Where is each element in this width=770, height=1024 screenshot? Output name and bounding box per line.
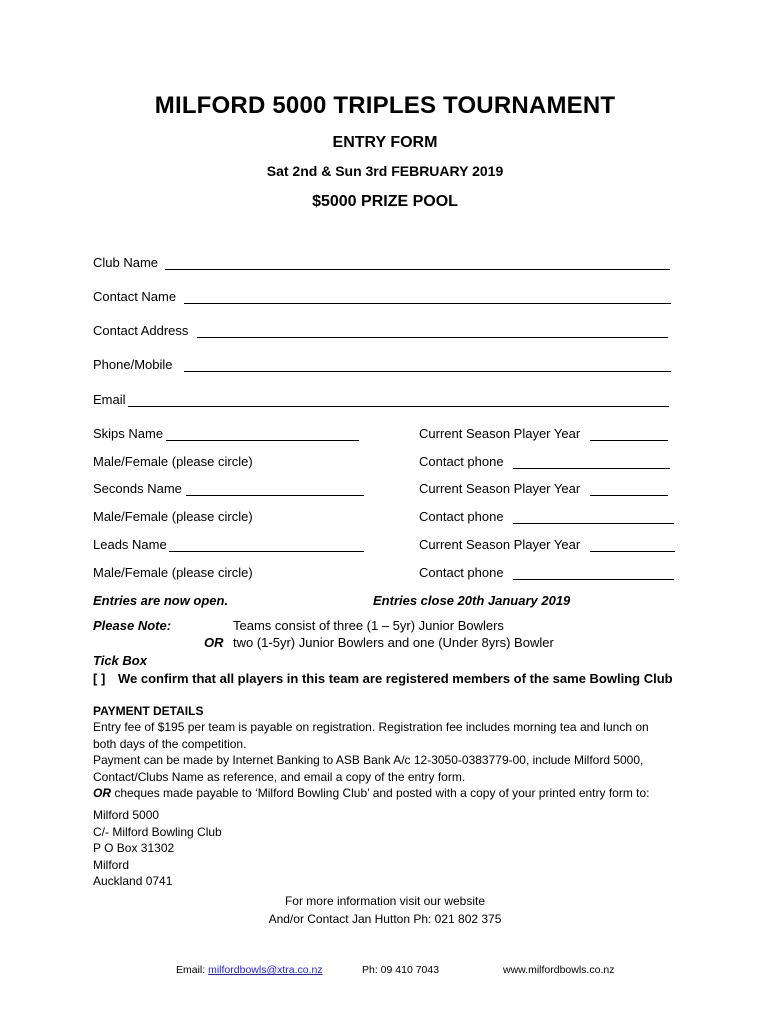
contact-info: And/or Contact Jan Hutton Ph: 021 802 375 bbox=[268, 912, 502, 926]
leads-name-field[interactable] bbox=[169, 551, 364, 552]
payment-line2: both days of the competition. bbox=[93, 737, 247, 751]
contact-name-label: Contact Name bbox=[93, 289, 177, 304]
skips-name-field[interactable] bbox=[166, 440, 359, 441]
team-rule-line2: two (1-5yr) Junior Bowlers and one (Under 8yrs) Bowler bbox=[233, 635, 554, 650]
leads-contact-phone-field[interactable] bbox=[513, 579, 674, 580]
leads-season-year-field[interactable] bbox=[590, 551, 675, 552]
payment-line3: Payment can be made by Internet Banking to ASB Bank A/c 12-3050-0383779-00, include Milford 5000, bbox=[93, 753, 644, 767]
payment-line5 bbox=[93, 786, 650, 800]
phone-mobile-field[interactable] bbox=[184, 371, 671, 372]
phone-mobile-label: Phone/Mobile bbox=[93, 357, 173, 372]
team-rule-line1: Teams consist of three (1 – 5yr) Junior Bowlers bbox=[233, 618, 504, 633]
page-title: MILFORD 5000 TRIPLES TOURNAMENT bbox=[154, 92, 616, 119]
payment-heading: PAYMENT DETAILS bbox=[93, 704, 204, 718]
form-subtitle: ENTRY FORM bbox=[332, 134, 438, 151]
address-line3: P O Box 31302 bbox=[93, 841, 175, 855]
prize-pool: $5000 PRIZE POOL bbox=[312, 193, 458, 210]
footer-phone: Ph: 09 410 7043 bbox=[362, 964, 440, 976]
entries-close-note: Entries close 20th January 2019 bbox=[373, 593, 571, 608]
seconds-season-year-field[interactable] bbox=[590, 495, 668, 496]
seconds-season-year-label: Current Season Player Year bbox=[419, 481, 581, 496]
email-label: Email bbox=[93, 392, 126, 407]
payment-or: OR bbox=[93, 786, 111, 800]
payment-line5-text: cheques made payable to ‘Milford Bowling Club’ and posted with a copy of your printed entry form to: bbox=[111, 786, 650, 800]
tick-box-label: Tick Box bbox=[93, 653, 147, 668]
leads-contact-phone-label: Contact phone bbox=[419, 565, 504, 580]
address-line1: Milford 5000 bbox=[93, 808, 160, 822]
seconds-name-field[interactable] bbox=[186, 495, 364, 496]
seconds-contact-phone-label: Contact phone bbox=[419, 509, 504, 524]
skips-contact-phone-label: Contact phone bbox=[419, 454, 504, 469]
footer-email-link[interactable]: milfordbowls@xtra.co.nz bbox=[208, 964, 323, 976]
entries-open-note: Entries are now open. bbox=[93, 593, 229, 608]
address-line4: Milford bbox=[93, 858, 130, 872]
leads-season-year-label: Current Season Player Year bbox=[419, 537, 581, 552]
confirm-checkbox[interactable]: [ ] bbox=[93, 671, 106, 686]
leads-gender-label[interactable]: Male/Female (please circle) bbox=[93, 565, 253, 580]
contact-name-field[interactable] bbox=[184, 303, 671, 304]
seconds-contact-phone-field[interactable] bbox=[513, 523, 674, 524]
payment-line4: Contact/Clubs Name as reference, and email a copy of the entry form. bbox=[93, 770, 466, 784]
confirm-statement: We confirm that all players in this team are registered members of the same Bowling Club bbox=[118, 671, 673, 686]
address-line2: C/- Milford Bowling Club bbox=[93, 825, 222, 839]
club-name-field[interactable] bbox=[165, 269, 670, 270]
skips-season-year-field[interactable] bbox=[590, 440, 668, 441]
skips-gender-label[interactable]: Male/Female (please circle) bbox=[93, 454, 253, 469]
please-note-label: Please Note: bbox=[93, 618, 172, 633]
skips-name-label: Skips Name bbox=[93, 426, 164, 441]
payment-line1: Entry fee of $195 per team is payable on registration. Registration fee includes morning tea and lunch on bbox=[93, 720, 649, 734]
footer-email bbox=[176, 964, 323, 976]
footer-website: www.milfordbowls.co.nz bbox=[503, 964, 615, 976]
club-name-label: Club Name bbox=[93, 255, 159, 270]
footer-email-label: Email: bbox=[176, 964, 209, 976]
email-field[interactable] bbox=[128, 406, 669, 407]
contact-address-field[interactable] bbox=[197, 337, 668, 338]
team-rule-or: OR bbox=[204, 635, 224, 650]
event-dates: Sat 2nd & Sun 3rd FEBRUARY 2019 bbox=[266, 163, 504, 179]
address-line5: Auckland 0741 bbox=[93, 874, 173, 888]
website-info: For more information visit our website bbox=[284, 894, 486, 908]
skips-contact-phone-field[interactable] bbox=[513, 468, 670, 469]
seconds-name-label: Seconds Name bbox=[93, 481, 182, 496]
leads-name-label: Leads Name bbox=[93, 537, 167, 552]
seconds-gender-label[interactable]: Male/Female (please circle) bbox=[93, 509, 253, 524]
contact-address-label: Contact Address bbox=[93, 323, 189, 338]
skips-season-year-label: Current Season Player Year bbox=[419, 426, 581, 441]
